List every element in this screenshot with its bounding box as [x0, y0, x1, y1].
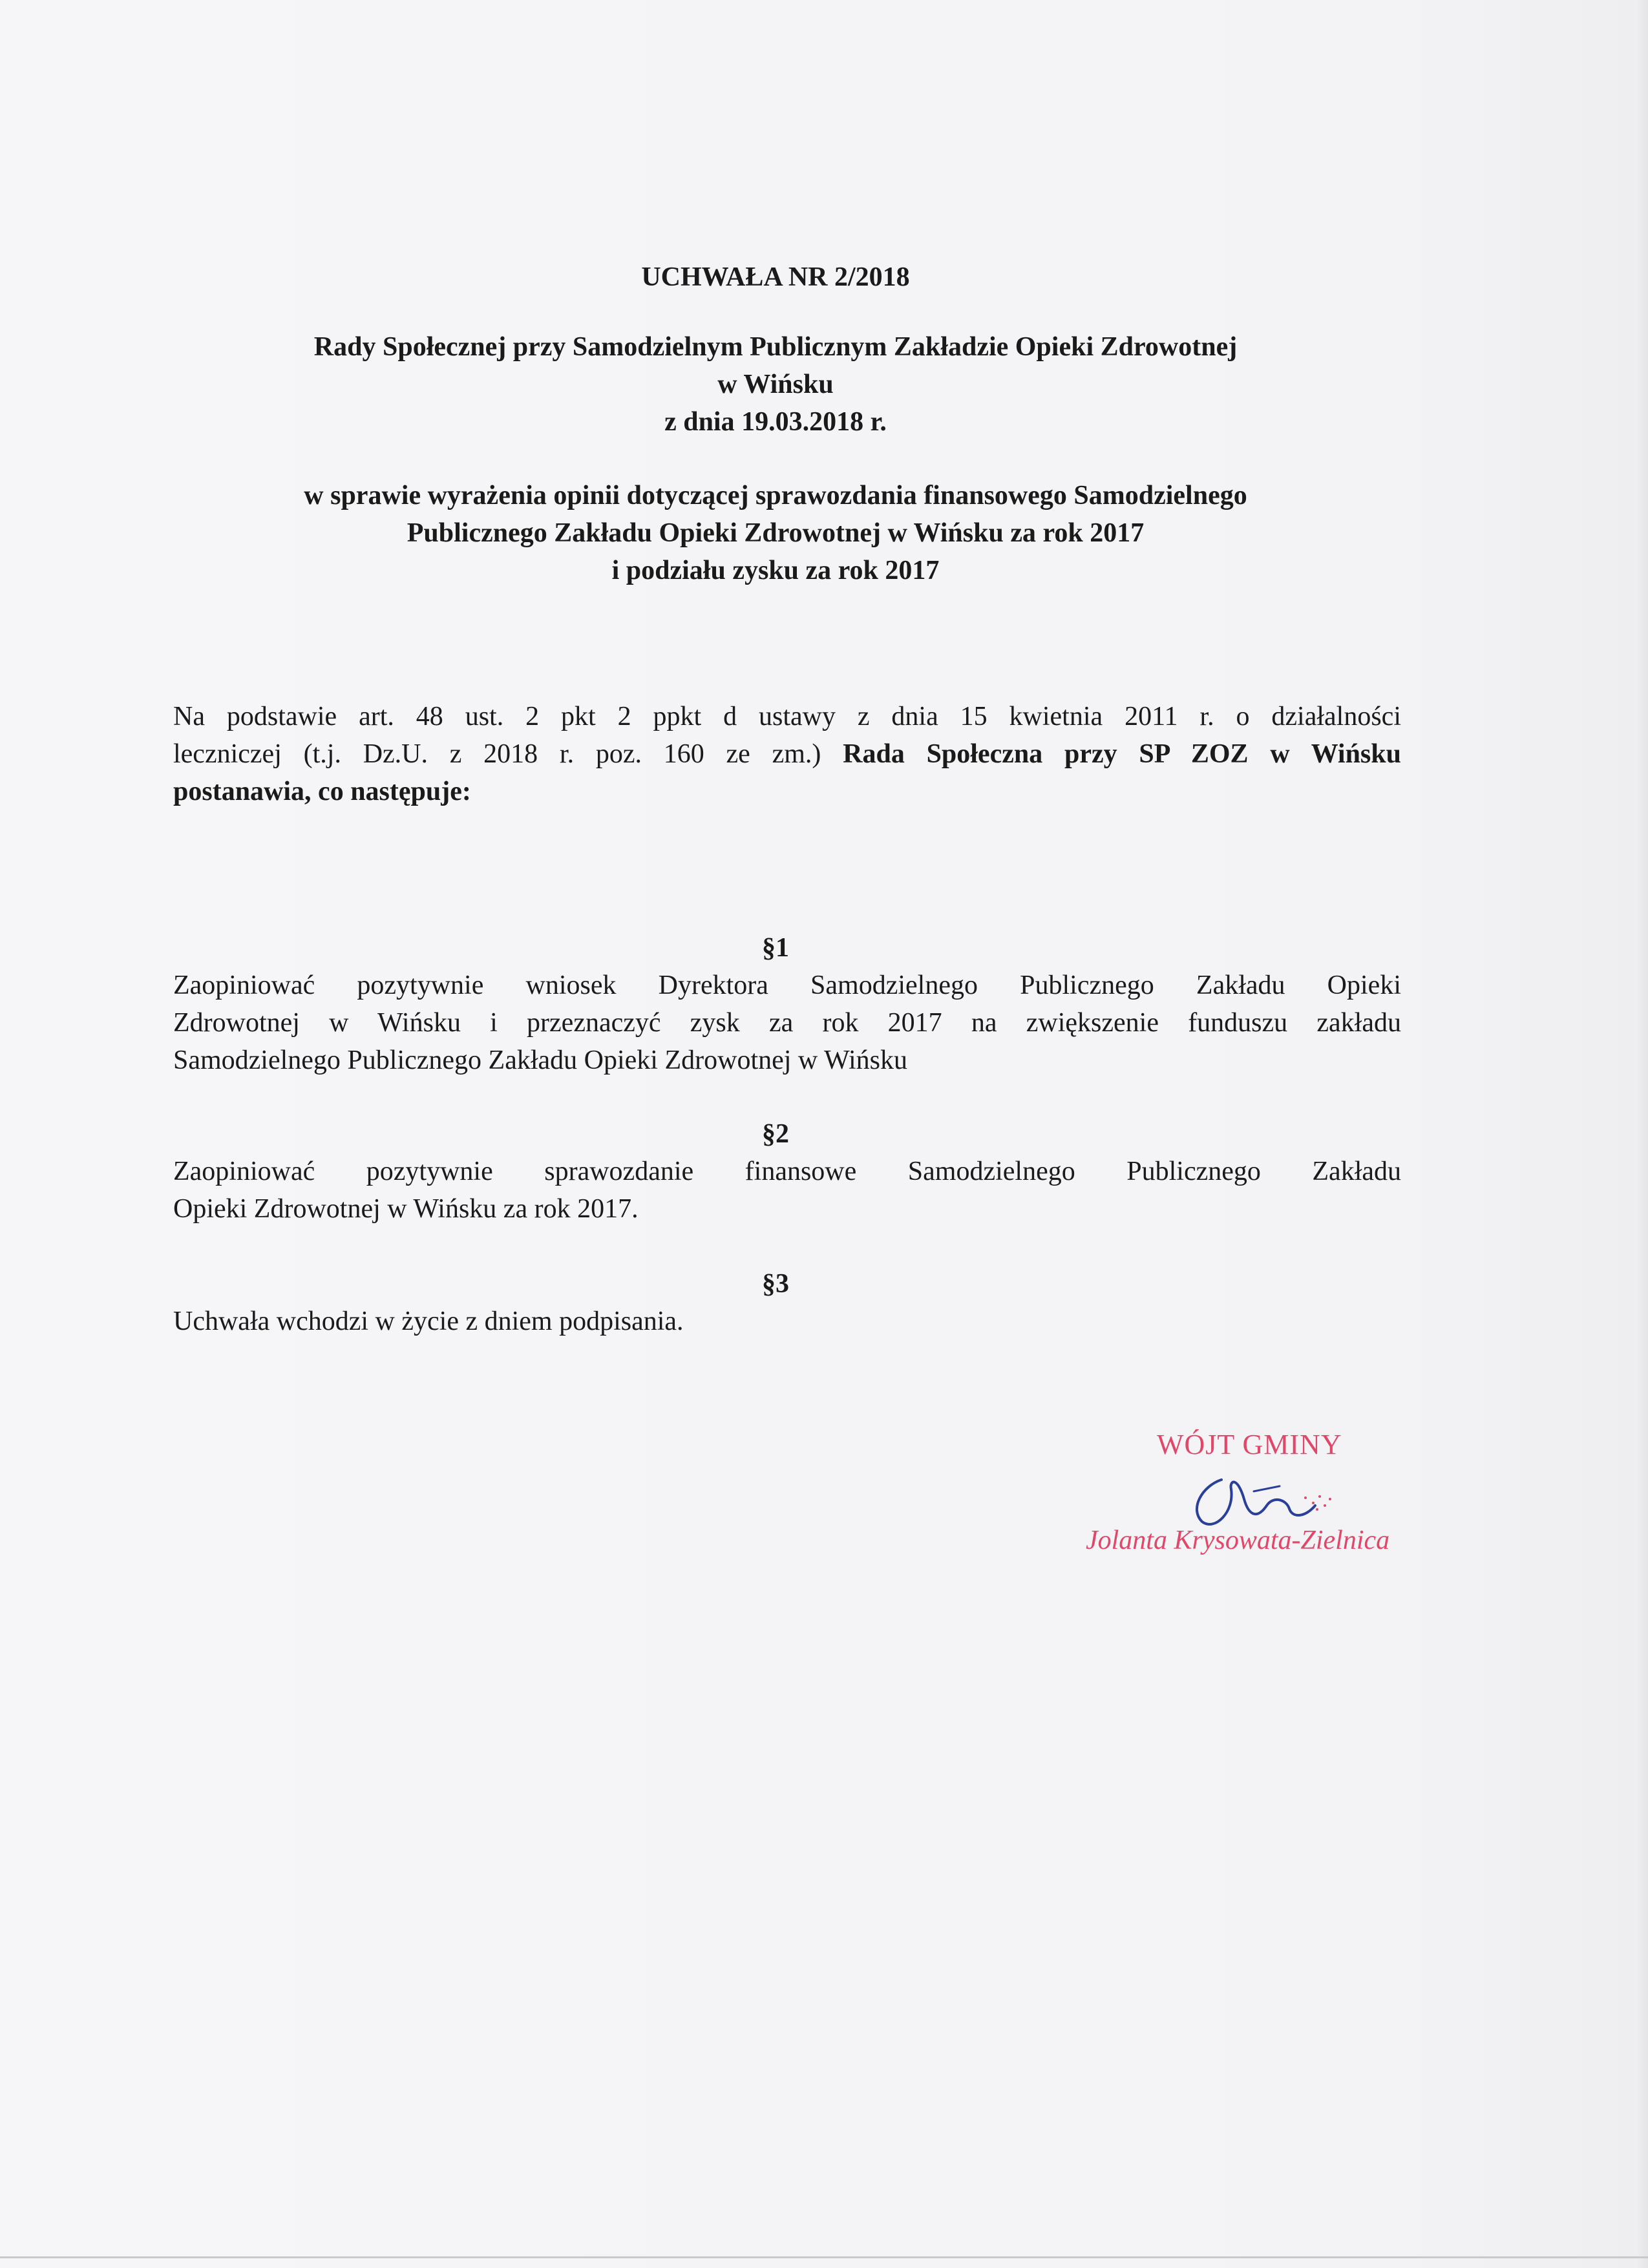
intro-line: [173, 735, 1401, 773]
section-1-sign: §1: [762, 933, 789, 963]
section-line: Uchwała wchodzi w życie z dniem podpisania.: [173, 1307, 684, 1336]
signatory-name: Jolanta Krysowata-Zielnica: [1086, 1526, 1390, 1555]
section-3-text: [173, 1303, 1401, 1340]
section-line: Zdrowotnej w Wińsku i przeznaczyć zysk za rok 2017 na zwiększenie funduszu zakładu: [173, 1008, 1401, 1038]
intro-line: [173, 773, 1401, 810]
document-title: [155, 258, 1396, 296]
subtitle-line: z dnia 19.03.2018 r.: [664, 407, 887, 437]
section-line: Zaopiniować pozytywnie wniosek Dyrektora Samodzielnego Publicznego Zakładu Opieki: [173, 971, 1401, 1000]
intro-line: Na podstawie art. 48 ust. 2 pkt 2 ppkt d ustawy z dnia 15 kwietnia 2011 r. o działalności: [173, 702, 1401, 731]
section-line: Zaopiniować pozytywnie sprawozdanie finansowe Samodzielnego Publicznego Zakładu: [173, 1157, 1401, 1186]
document-subtitle: [155, 328, 1396, 441]
subject-line: Publicznego Zakładu Opieki Zdrowotnej w Wińsku za rok 2017: [407, 518, 1145, 548]
section-3-sign: §3: [762, 1269, 789, 1299]
title-text: UCHWAŁA NR 2/2018: [641, 262, 910, 292]
section-line: Opieki Zdrowotnej w Wińsku za rok 2017.: [173, 1194, 639, 1224]
subject-line: w sprawie wyrażenia opinii dotyczącej sprawozdania finansowego Samodzielnego: [304, 481, 1247, 510]
subtitle-line: w Wińsku: [717, 370, 834, 399]
intro-line-bold: postanawia, co następuje:: [173, 777, 471, 806]
section-1-text: [173, 967, 1401, 1079]
page-edge-shadow: [1636, 0, 1648, 2268]
section-line: Samodzielnego Publicznego Zakładu Opieki Zdrowotnej w Wińsku: [173, 1045, 907, 1075]
section-2-sign: §2: [762, 1119, 789, 1149]
signature-block: [1060, 1422, 1512, 1577]
intro-line-bold: Rada Społeczna przy SP ZOZ w Wińsku: [843, 739, 1401, 769]
section-2-text: [173, 1153, 1401, 1228]
intro-line-normal: leczniczej (t.j. Dz.U. z 2018 r. poz. 160 ze zm.): [173, 739, 843, 769]
subject-line: i podziału zysku za rok 2017: [611, 556, 940, 585]
stamp-title: WÓJT GMINY: [1157, 1429, 1342, 1460]
scan-bottom-edge: [0, 2256, 1648, 2258]
legal-basis-paragraph: [173, 698, 1401, 810]
document-subject: [155, 477, 1396, 589]
subtitle-line: Rady Społecznej przy Samodzielnym Publicznym Zakładzie Opieki Zdrowotnej: [313, 332, 1238, 362]
